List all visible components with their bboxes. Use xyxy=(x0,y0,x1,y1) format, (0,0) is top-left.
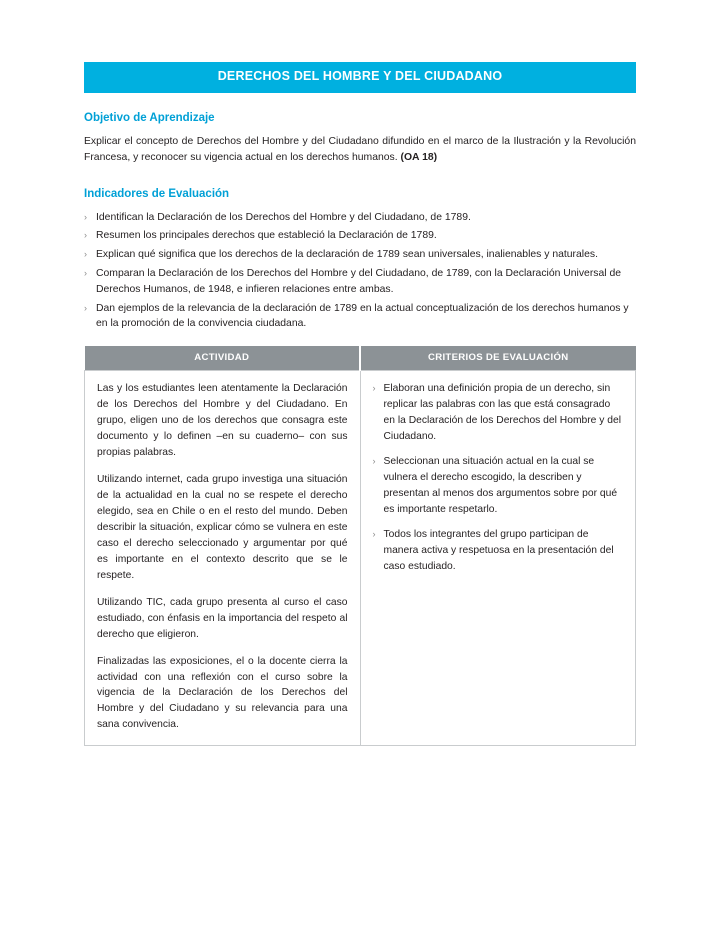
objective-heading: Objetivo de Aprendizaje xyxy=(84,111,215,124)
list-item-text: Seleccionan una situación actual en la cual se vulnera el derecho escogido, la describen y presentan al menos dos argumentos sobre por qué es importante respetarlo. xyxy=(383,456,618,515)
activity-paragraph: Utilizando TIC, cada grupo presenta al curso el caso estudiado, con énfasis en la importancia del respeto al derecho que eligieron. xyxy=(97,596,348,640)
list-item-text: Identifican la Declaración de los Derechos del Hombre y del Ciudadano, de 1789. xyxy=(96,211,471,223)
chevron-right-icon: › xyxy=(84,249,87,260)
criteria-list xyxy=(373,381,624,574)
list-item-text: Dan ejemplos de la relevancia de la declaración de 1789 en la actual conceptualización de los derechos humanos y en la promoción de la convivencia ciudadana. xyxy=(96,302,629,330)
column-header-criteria: CRITERIOS DE EVALUACIÓN xyxy=(360,346,636,371)
table-header-row xyxy=(85,346,636,371)
list-item xyxy=(84,210,636,226)
list-item-text: Resumen los principales derechos que estableció la Declaración de 1789. xyxy=(96,230,437,242)
objective-code: (OA 18) xyxy=(400,151,438,163)
objective-body: Explicar el concepto de Derechos del Hombre y del Ciudadano difundido en el marco de la Ilustración y la Revolución Francesa, y reconocer su vigencia actual en los derechos humanos. xyxy=(84,135,636,163)
chevron-right-icon: › xyxy=(372,383,376,394)
chevron-right-icon: › xyxy=(84,230,87,241)
list-item xyxy=(84,228,636,244)
page-title: DERECHOS DEL HOMBRE Y DEL CIUDADANO xyxy=(84,62,636,93)
activity-paragraph: Finalizadas las exposiciones, el o la docente cierra la actividad con una reflexión con el curso sobre la vigencia de la Declaración de los Derechos del Hombre y del Ciudadano y su relevancia para una sana convivencia. xyxy=(97,655,348,731)
activity-paragraph: Las y los estudiantes leen atentamente la Declaración de los Derechos del Hombre y del Ciudadano. En grupo, eligen uno de los derechos que consagra este documento y lo definen –en su cuaderno– con sus propias palabras. xyxy=(97,383,348,459)
chevron-right-icon: › xyxy=(84,268,87,279)
chevron-right-icon: › xyxy=(372,528,376,539)
list-item xyxy=(84,301,636,333)
list-item xyxy=(373,454,624,518)
list-item xyxy=(373,527,624,575)
list-item-text: Comparan la Declaración de los Derechos del Hombre y del Ciudadano, de 1789, con la Declaración Universal de Derechos Humanos, de 1948, e infieren relaciones entre ambas. xyxy=(96,268,622,295)
table-body xyxy=(85,371,636,746)
activity-table xyxy=(84,346,636,746)
activity-paragraph: Utilizando internet, cada grupo investiga una situación de la actualidad en la cual no se respete el derecho elegido, sea en Chile o en el resto del mundo. Deben describir la situación, explicar cómo se vulnera en este caso el derecho seleccionado y argumentar por qué es importante en el contexto descrito que se le respete. xyxy=(97,474,348,581)
indicators-list xyxy=(84,210,636,333)
chevron-right-icon: › xyxy=(84,302,87,313)
list-item-text: Elaboran una definición propia de un derecho, sin replicar las palabras con las que está consagrado en la Declaración de los Derechos del Hombre y del Ciudadano. xyxy=(383,383,622,443)
list-item xyxy=(373,381,624,445)
criteria-cell xyxy=(360,371,636,746)
column-header-activity: ACTIVIDAD xyxy=(85,346,361,371)
activity-cell xyxy=(85,371,361,746)
chevron-right-icon: › xyxy=(84,211,87,222)
table-header xyxy=(85,346,636,371)
list-item xyxy=(84,247,636,263)
indicators-heading: Indicadores de Evaluación xyxy=(84,187,230,200)
table-row xyxy=(85,371,636,746)
list-item-text: Todos los integrantes del grupo participan de manera activa y respetuosa en la presentación del caso estudiado. xyxy=(383,528,614,572)
objective-text xyxy=(84,134,636,166)
chevron-right-icon: › xyxy=(372,456,376,467)
list-item-text: Explican qué significa que los derechos de la declaración de 1789 sean universales, inalienables y naturales. xyxy=(96,249,598,261)
list-item xyxy=(84,266,636,298)
